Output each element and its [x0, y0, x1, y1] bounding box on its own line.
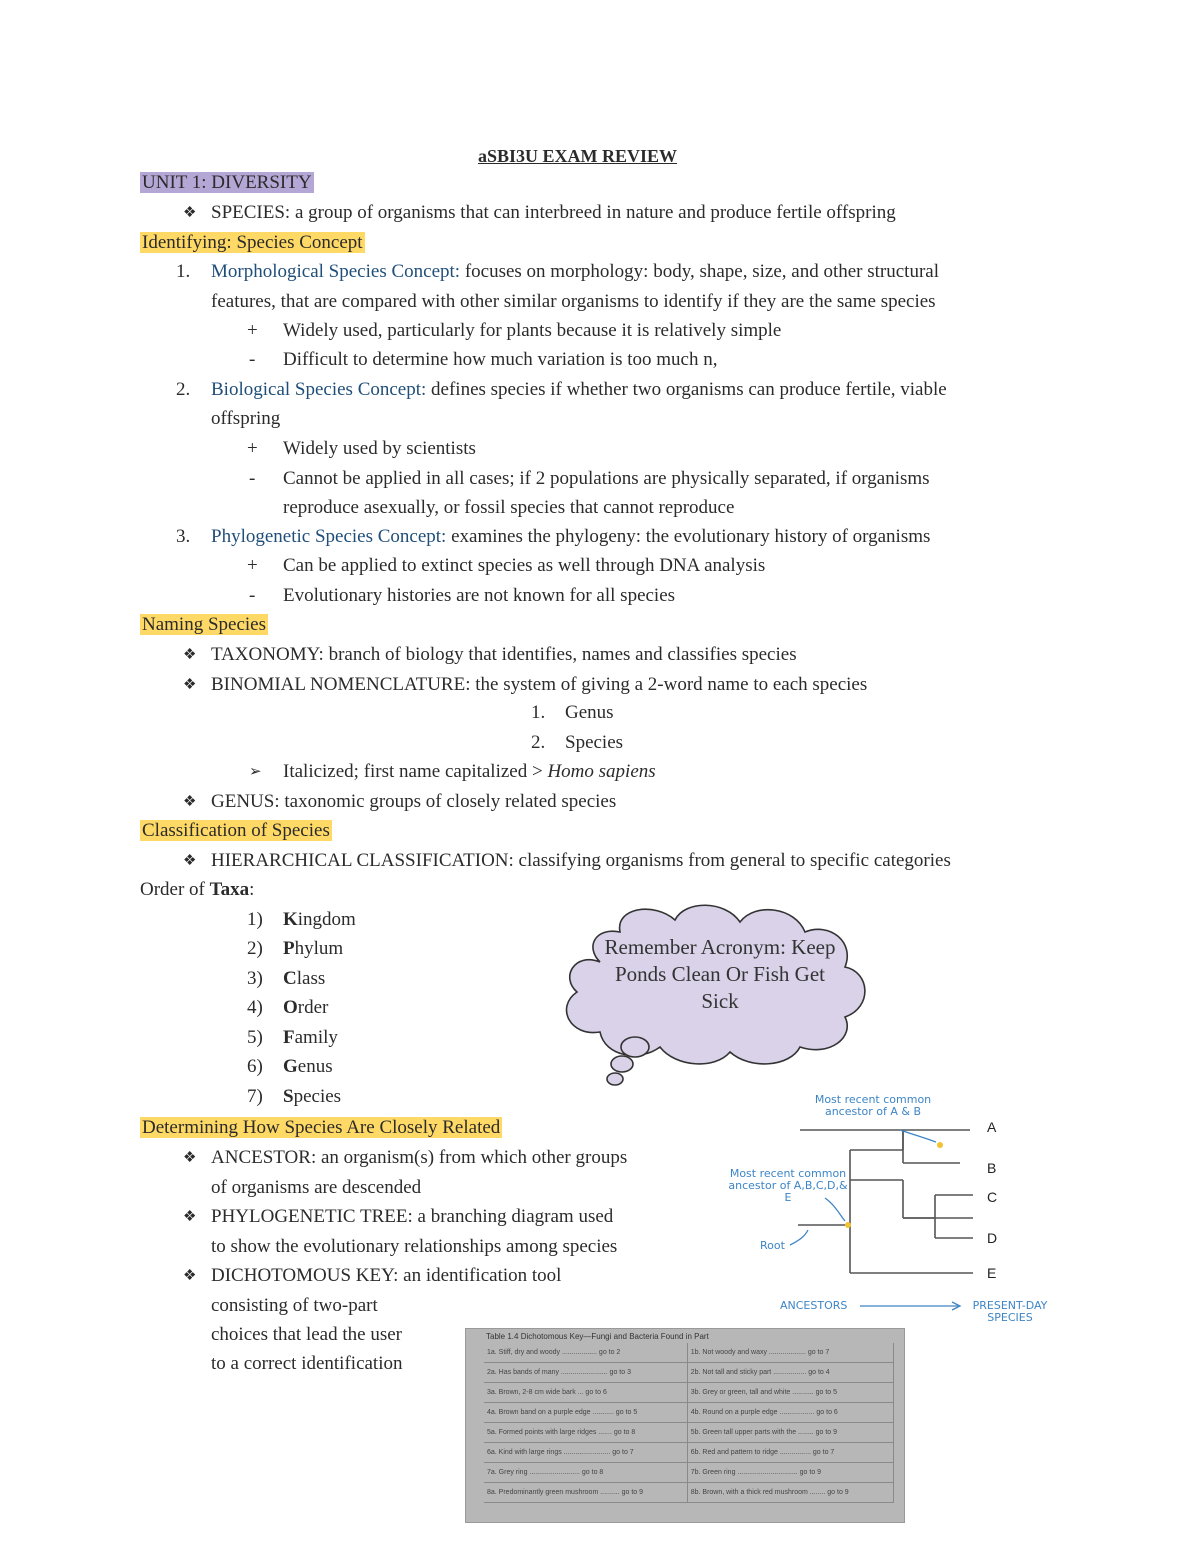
concept-pro: Widely used, particularly for plants because it is relatively simple — [283, 320, 782, 341]
concept-number: 2. — [176, 379, 191, 400]
term: TAXONOMY: — [211, 644, 324, 665]
concept-number: 3. — [176, 526, 191, 547]
italic-note — [283, 759, 656, 785]
taxa-species — [283, 1084, 341, 1110]
concept-continuation: features, that are compared with other similar organisms to identify if they are the same species — [211, 291, 936, 312]
section-heading-naming — [140, 612, 268, 638]
taxa-kingdom — [283, 907, 356, 933]
key-definition — [211, 1263, 561, 1289]
section-heading-relatedness — [140, 1115, 502, 1141]
order-bold: Taxa — [209, 879, 250, 900]
diamond-bullet-icon: ❖ — [183, 1209, 197, 1225]
concept-biological — [211, 377, 947, 403]
minus-marker: - — [249, 585, 256, 606]
taxa-initial: K — [283, 909, 298, 930]
taxa-initial: O — [283, 997, 298, 1018]
tree-label-c: C — [987, 1189, 998, 1205]
taxa-order — [283, 995, 328, 1021]
taxa-number: 5) — [247, 1027, 263, 1048]
note-common-ancestor-ab: Most recent common ancestor of A & B — [814, 1093, 932, 1118]
table-row — [484, 1423, 894, 1443]
table-cell: 8a. Predominantly green mushroom .......... go to 9 — [484, 1483, 687, 1503]
term: SPECIES: — [211, 202, 291, 223]
taxa-class — [283, 966, 325, 992]
term: PHYLOGENETIC TREE: — [211, 1206, 413, 1227]
taxa-number: 7) — [247, 1086, 263, 1107]
taxa-number: 2) — [247, 938, 263, 959]
taxa-initial: F — [283, 1027, 295, 1048]
list-item-species: Species — [565, 732, 624, 753]
table-cell: 4a. Brown band on a purple edge ........... go to 5 — [484, 1403, 687, 1423]
concept-number: 1. — [176, 261, 191, 282]
tree-continuation: to show the evolutionary relationships among species — [211, 1236, 618, 1257]
order-of-taxa — [140, 877, 254, 903]
concept-pro: Can be applied to extinct species as well through DNA analysis — [283, 555, 766, 576]
diamond-bullet-icon: ❖ — [183, 647, 197, 663]
list-number: 1. — [531, 702, 546, 723]
phylogenetic-tree-diagram — [720, 1090, 1080, 1330]
table-cell: 7b. Green ring ............................... go to 9 — [687, 1463, 893, 1483]
label-present-day-species: PRESENT-DAY SPECIES — [972, 1299, 1048, 1324]
term: DICHOTOMOUS KEY: — [211, 1265, 399, 1286]
binomial-definition — [211, 672, 867, 698]
table-cell: 3a. Brown, 2-8 cm wide bark ... go to 6 — [484, 1383, 687, 1403]
table-cell: 4b. Round on a purple edge .................. go to 6 — [687, 1403, 893, 1423]
note-common-ancestor-all: Most recent common ancestor of A,B,C,D,& E — [728, 1167, 848, 1204]
heading-text: Naming Species — [142, 614, 267, 635]
table-row — [484, 1383, 894, 1403]
definition: a branching diagram used — [412, 1206, 614, 1227]
concept-pro: Widely used by scientists — [283, 438, 476, 459]
order-suffix: : — [249, 879, 255, 900]
heading-text: Classification of Species — [142, 820, 330, 841]
annotation-arrow — [790, 1230, 808, 1245]
diamond-bullet-icon: ❖ — [183, 794, 197, 810]
section-heading-classification — [140, 818, 332, 844]
heading-text: Determining How Species Are Closely Related — [142, 1117, 501, 1138]
diamond-bullet-icon: ❖ — [183, 1268, 197, 1284]
taxa-genus — [283, 1054, 333, 1080]
unit-heading-text: UNIT 1: DIVERSITY — [142, 172, 312, 193]
table-cell: 3b. Grey or green, tall and white ........... go to 5 — [687, 1383, 893, 1403]
table-cell: 2a. Has bands of many ........................ go to 3 — [484, 1363, 687, 1383]
tree-label-a: A — [987, 1119, 997, 1135]
concept-con: Cannot be applied in all cases; if 2 populations are physically separated, if organisms — [283, 468, 930, 489]
annotation-arrow — [900, 1130, 936, 1142]
definition: the system of giving a 2-word name to each species — [470, 674, 868, 695]
node-dot — [937, 1142, 943, 1148]
definition: classifying organisms from general to specific categories — [513, 850, 951, 871]
table-cell: 1a. Stiff, dry and woody .................. go to 2 — [484, 1343, 687, 1363]
table-cell: 6b. Red and pattern to ridge ................ go to 7 — [687, 1443, 893, 1463]
taxa-family — [283, 1025, 338, 1051]
note-text: Italicized; first name capitalized > — [283, 761, 543, 782]
table-row — [484, 1343, 894, 1363]
term: HIERARCHICAL CLASSIFICATION: — [211, 850, 514, 871]
table-cell: 5a. Formed points with large ridges ....... go to 8 — [484, 1423, 687, 1443]
key-table — [484, 1343, 894, 1503]
diamond-bullet-icon: ❖ — [183, 853, 197, 869]
definition: an identification tool — [398, 1265, 562, 1286]
plus-marker: + — [247, 438, 258, 459]
table-row — [484, 1363, 894, 1383]
term: ANCESTOR: — [211, 1147, 317, 1168]
heading-text: Identifying: Species Concept — [142, 232, 363, 253]
taxa-initial: P — [283, 938, 295, 959]
taxa-rest: rder — [297, 997, 329, 1018]
species-definition — [211, 200, 896, 226]
plus-marker: + — [247, 555, 258, 576]
definition: an organism(s) from which other groups — [316, 1147, 628, 1168]
table-cell: 5b. Green tall upper parts with the ........ go to 9 — [687, 1423, 893, 1443]
minus-marker: - — [249, 468, 256, 489]
concept-name: Phylogenetic Species Concept: — [211, 526, 447, 547]
taxa-number: 4) — [247, 997, 263, 1018]
taxa-rest: amily — [294, 1027, 338, 1048]
concept-con: Evolutionary histories are not known for all species — [283, 585, 676, 606]
key-continuation: to a correct identification — [211, 1353, 403, 1374]
dichotomous-key-photo — [465, 1328, 905, 1523]
node-dot — [845, 1222, 851, 1228]
term: BINOMIAL NOMENCLATURE: — [211, 674, 471, 695]
taxa-phylum — [283, 936, 343, 962]
concept-text: examines the phylogeny: the evolutionary history of organisms — [446, 526, 931, 547]
acronym-text: Remember Acronym: Keep Ponds Clean Or Fish Get Sick — [604, 935, 836, 1013]
definition: a group of organisms that can interbreed in nature and produce fertile offspring — [290, 202, 896, 223]
diamond-bullet-icon: ❖ — [183, 677, 197, 693]
taxa-number: 6) — [247, 1056, 263, 1077]
genus-definition — [211, 789, 616, 815]
concept-con: Difficult to determine how much variation is too much n, — [283, 349, 718, 370]
table-cell: 6a. Kind with large rings ........................ go to 7 — [484, 1443, 687, 1463]
concept-continuation: offspring — [211, 408, 281, 429]
taxa-rest: hylum — [294, 938, 344, 959]
concept-text: focuses on morphology: body, shape, size, and other structural — [460, 261, 939, 282]
table-cell: 1b. Not woody and waxy ................... go to 7 — [687, 1343, 893, 1363]
table-cell: 2b. Not tall and sticky part ................. go to 4 — [687, 1363, 893, 1383]
taxa-initial: C — [283, 968, 297, 989]
table-row — [484, 1403, 894, 1423]
example-name: Homo sapiens — [547, 761, 656, 782]
taxa-rest: lass — [296, 968, 326, 989]
list-item-genus: Genus — [565, 702, 614, 723]
concept-phylogenetic — [211, 524, 930, 550]
table-row — [484, 1463, 894, 1483]
plus-marker: + — [247, 320, 258, 341]
section-heading-identifying — [140, 230, 365, 256]
definition: taxonomic groups of closely related species — [279, 791, 617, 812]
note-root: Root — [760, 1239, 785, 1252]
tree-label-b: B — [987, 1160, 997, 1176]
taxa-number: 1) — [247, 909, 263, 930]
table-row — [484, 1443, 894, 1463]
table-cell: 7a. Grey ring .......................... go to 8 — [484, 1463, 687, 1483]
definition: branch of biology that identifies, names and classifies species — [323, 644, 797, 665]
ancestor-continuation: of organisms are descended — [211, 1177, 422, 1198]
key-caption: Table 1.4 Dichotomous Key—Fungi and Bacteria Found in Part — [486, 1332, 709, 1341]
unit-heading — [140, 170, 314, 196]
tree-definition — [211, 1204, 613, 1230]
page-title: aSBI3U EXAM REVIEW — [478, 146, 678, 166]
tree-label-e: E — [987, 1265, 997, 1281]
diamond-bullet-icon: ❖ — [183, 1150, 197, 1166]
arrow-bullet-icon: ➢ — [249, 764, 262, 780]
taxa-number: 3) — [247, 968, 263, 989]
hierarchical-definition — [211, 848, 951, 874]
term: GENUS: — [211, 791, 280, 812]
label-ancestors: ANCESTORS — [780, 1299, 848, 1312]
key-continuation: choices that lead the user — [211, 1324, 402, 1345]
order-prefix: Order of — [140, 879, 210, 900]
concept-name: Biological Species Concept: — [211, 379, 427, 400]
concept-text: defines species if whether two organisms can produce fertile, viable — [426, 379, 947, 400]
concept-morphological — [211, 259, 939, 285]
taxa-rest: ingdom — [297, 909, 356, 930]
taxonomy-definition — [211, 642, 797, 668]
taxa-rest: pecies — [293, 1086, 342, 1107]
minus-marker: - — [249, 349, 256, 370]
taxa-rest: enus — [297, 1056, 333, 1077]
taxa-initial: S — [283, 1086, 294, 1107]
taxa-initial: G — [283, 1056, 298, 1077]
key-continuation: consisting of two-part — [211, 1295, 378, 1316]
table-cell: 8b. Brown, with a thick red mushroom ........ go to 9 — [687, 1483, 893, 1503]
diamond-bullet-icon: ❖ — [183, 205, 197, 221]
tree-label-d: D — [987, 1230, 998, 1246]
concept-con-continuation: reproduce asexually, or fossil species that cannot reproduce — [283, 497, 735, 518]
ancestor-definition — [211, 1145, 627, 1171]
list-number: 2. — [531, 732, 546, 753]
concept-name: Morphological Species Concept: — [211, 261, 461, 282]
table-row — [484, 1483, 894, 1503]
